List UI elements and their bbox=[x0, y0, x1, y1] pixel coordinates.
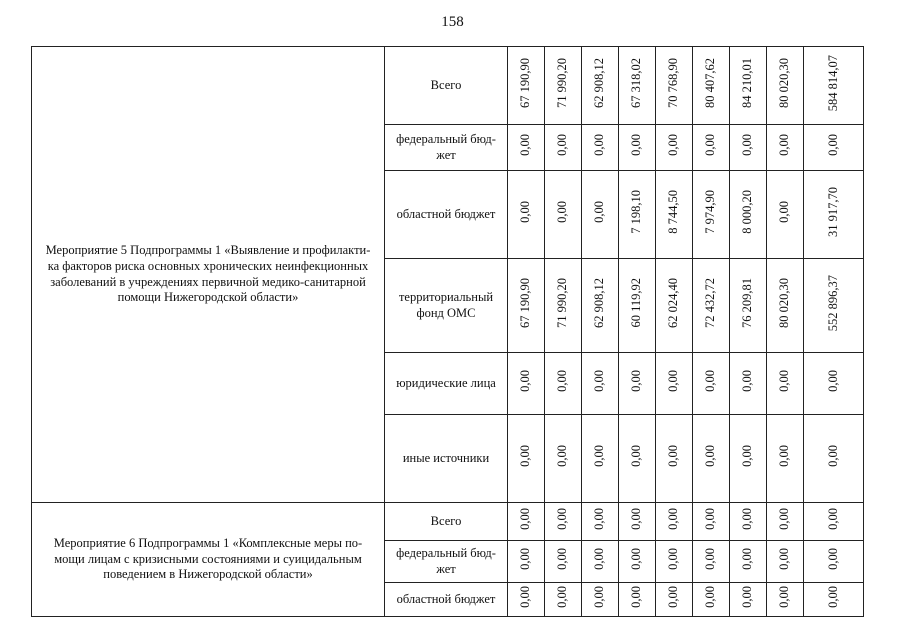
value-cell bbox=[804, 171, 864, 259]
value-text: 0,00 bbox=[666, 445, 681, 468]
funding-source: иные источники bbox=[385, 415, 508, 503]
funding-source: областной бюджет bbox=[385, 171, 508, 259]
value-cell bbox=[508, 125, 545, 171]
value-text: 0,00 bbox=[629, 508, 644, 531]
value-text: 80 020,30 bbox=[777, 58, 792, 109]
value-cell bbox=[804, 125, 864, 171]
value-cell bbox=[804, 259, 864, 353]
value-cell bbox=[804, 541, 864, 583]
value-cell bbox=[545, 541, 582, 583]
value-text: 0,00 bbox=[629, 548, 644, 571]
value-cell bbox=[804, 47, 864, 125]
value-text: 0,00 bbox=[703, 370, 718, 393]
value-text: 0,00 bbox=[555, 201, 570, 224]
value-text: 0,00 bbox=[518, 445, 533, 468]
value-cell bbox=[582, 125, 619, 171]
funding-source: федеральный бюд-жет bbox=[385, 125, 508, 171]
value-cell bbox=[693, 353, 730, 415]
value-text: 0,00 bbox=[740, 134, 755, 157]
value-cell bbox=[804, 503, 864, 541]
value-text: 0,00 bbox=[666, 548, 681, 571]
table-body bbox=[32, 47, 864, 617]
value-text: 0,00 bbox=[629, 586, 644, 609]
value-cell bbox=[508, 353, 545, 415]
value-cell bbox=[656, 353, 693, 415]
value-text: 71 990,20 bbox=[555, 58, 570, 109]
value-text: 0,00 bbox=[740, 445, 755, 468]
value-text: 0,00 bbox=[518, 508, 533, 531]
value-cell bbox=[582, 503, 619, 541]
value-cell bbox=[582, 583, 619, 617]
value-text: 0,00 bbox=[703, 586, 718, 609]
value-cell bbox=[693, 47, 730, 125]
value-cell bbox=[619, 125, 656, 171]
value-cell bbox=[619, 171, 656, 259]
value-text: 0,00 bbox=[592, 586, 607, 609]
value-cell bbox=[545, 503, 582, 541]
value-text: 8 000,20 bbox=[740, 190, 755, 235]
value-cell bbox=[730, 259, 767, 353]
value-text: 584 814,07 bbox=[825, 55, 840, 112]
value-cell bbox=[730, 125, 767, 171]
value-cell bbox=[767, 583, 804, 617]
value-text: 0,00 bbox=[518, 370, 533, 393]
funding-source: территориальный фонд ОМС bbox=[385, 259, 508, 353]
value-cell bbox=[656, 259, 693, 353]
value-cell bbox=[619, 503, 656, 541]
value-text: 0,00 bbox=[518, 134, 533, 157]
value-cell bbox=[545, 125, 582, 171]
value-text: 0,00 bbox=[555, 586, 570, 609]
value-cell bbox=[730, 583, 767, 617]
value-text: 0,00 bbox=[777, 586, 792, 609]
value-text: 0,00 bbox=[825, 370, 840, 393]
value-cell bbox=[804, 353, 864, 415]
table-row bbox=[32, 47, 864, 125]
value-cell bbox=[767, 171, 804, 259]
value-cell bbox=[582, 541, 619, 583]
value-cell bbox=[693, 259, 730, 353]
value-cell bbox=[619, 353, 656, 415]
value-cell bbox=[730, 353, 767, 415]
value-cell bbox=[804, 415, 864, 503]
value-cell bbox=[545, 259, 582, 353]
value-text: 0,00 bbox=[518, 586, 533, 609]
value-text: 0,00 bbox=[777, 445, 792, 468]
value-text: 67 190,90 bbox=[518, 58, 533, 109]
value-text: 0,00 bbox=[740, 370, 755, 393]
value-text: 0,00 bbox=[666, 586, 681, 609]
value-cell bbox=[582, 47, 619, 125]
measure-title: Мероприятие 5 Подпрограммы 1 «Выявление и профилакти-ка факторов риска основных хронических неинфекционных заболеваний в учреждениях первичной медико-санитарной помощи Нижегородской области» bbox=[32, 47, 385, 503]
value-text: 8 744,50 bbox=[666, 190, 681, 235]
value-text: 0,00 bbox=[703, 134, 718, 157]
funding-table bbox=[31, 46, 864, 617]
value-text: 0,00 bbox=[592, 370, 607, 393]
value-cell bbox=[508, 583, 545, 617]
value-text: 0,00 bbox=[592, 445, 607, 468]
value-text: 67 190,90 bbox=[518, 278, 533, 329]
value-cell bbox=[730, 541, 767, 583]
value-text: 0,00 bbox=[825, 548, 840, 571]
value-cell bbox=[693, 541, 730, 583]
value-cell bbox=[508, 415, 545, 503]
value-text: 76 209,81 bbox=[740, 278, 755, 329]
value-cell bbox=[730, 47, 767, 125]
value-text: 67 318,02 bbox=[629, 58, 644, 109]
value-text: 0,00 bbox=[555, 445, 570, 468]
value-cell bbox=[619, 415, 656, 503]
value-text: 62 908,12 bbox=[592, 58, 607, 109]
value-cell bbox=[767, 503, 804, 541]
value-text: 0,00 bbox=[629, 370, 644, 393]
value-cell bbox=[656, 171, 693, 259]
value-cell bbox=[619, 47, 656, 125]
value-text: 60 119,92 bbox=[629, 278, 644, 328]
value-text: 0,00 bbox=[666, 508, 681, 531]
value-text: 0,00 bbox=[518, 201, 533, 224]
value-cell bbox=[730, 171, 767, 259]
value-cell bbox=[508, 541, 545, 583]
value-text: 0,00 bbox=[703, 508, 718, 531]
value-text: 0,00 bbox=[777, 370, 792, 393]
value-text: 0,00 bbox=[629, 134, 644, 157]
value-text: 0,00 bbox=[740, 586, 755, 609]
value-text: 31 917,70 bbox=[825, 187, 840, 238]
value-cell bbox=[656, 47, 693, 125]
value-cell bbox=[582, 171, 619, 259]
value-text: 0,00 bbox=[740, 548, 755, 571]
value-cell bbox=[582, 415, 619, 503]
value-text: 84 210,01 bbox=[740, 58, 755, 109]
value-text: 0,00 bbox=[777, 508, 792, 531]
value-text: 72 432,72 bbox=[703, 278, 718, 329]
value-text: 0,00 bbox=[703, 548, 718, 571]
value-text: 7 198,10 bbox=[629, 190, 644, 235]
value-text: 0,00 bbox=[740, 508, 755, 531]
value-text: 552 896,37 bbox=[825, 275, 840, 332]
value-text: 80 020,30 bbox=[777, 278, 792, 329]
value-text: 0,00 bbox=[555, 134, 570, 157]
value-cell bbox=[693, 503, 730, 541]
value-cell bbox=[545, 47, 582, 125]
value-cell bbox=[582, 259, 619, 353]
value-text: 0,00 bbox=[825, 586, 840, 609]
value-text: 0,00 bbox=[666, 370, 681, 393]
value-text: 0,00 bbox=[592, 548, 607, 571]
value-cell bbox=[545, 353, 582, 415]
value-text: 0,00 bbox=[825, 134, 840, 157]
value-cell bbox=[656, 125, 693, 171]
value-text: 0,00 bbox=[518, 548, 533, 571]
value-text: 0,00 bbox=[555, 548, 570, 571]
value-text: 7 974,90 bbox=[703, 190, 718, 235]
value-text: 0,00 bbox=[592, 201, 607, 224]
value-cell bbox=[693, 583, 730, 617]
value-cell bbox=[656, 503, 693, 541]
value-text: 62 024,40 bbox=[666, 278, 681, 329]
value-cell bbox=[508, 259, 545, 353]
value-cell bbox=[508, 503, 545, 541]
value-text: 62 908,12 bbox=[592, 278, 607, 329]
measure-title: Мероприятие 6 Подпрограммы 1 «Комплексные меры по-мощи лицам с кризисными состояниями и суицидальным поведением в Нижегородской области» bbox=[32, 503, 385, 617]
funding-source: Всего bbox=[385, 503, 508, 541]
value-cell bbox=[730, 503, 767, 541]
value-cell bbox=[582, 353, 619, 415]
value-text: 0,00 bbox=[777, 201, 792, 224]
funding-source: областной бюджет bbox=[385, 583, 508, 617]
value-text: 0,00 bbox=[629, 445, 644, 468]
value-cell bbox=[767, 125, 804, 171]
value-cell bbox=[693, 171, 730, 259]
value-cell bbox=[767, 47, 804, 125]
funding-source: Всего bbox=[385, 47, 508, 125]
value-cell bbox=[730, 415, 767, 503]
value-text: 0,00 bbox=[555, 508, 570, 531]
value-cell bbox=[767, 353, 804, 415]
value-cell bbox=[767, 541, 804, 583]
value-text: 0,00 bbox=[777, 134, 792, 157]
value-cell bbox=[545, 583, 582, 617]
value-cell bbox=[693, 125, 730, 171]
value-text: 80 407,62 bbox=[703, 58, 718, 109]
value-text: 71 990,20 bbox=[555, 278, 570, 329]
value-text: 0,00 bbox=[592, 508, 607, 531]
page-number: 158 bbox=[441, 14, 464, 30]
value-text: 0,00 bbox=[825, 508, 840, 531]
value-text: 0,00 bbox=[592, 134, 607, 157]
value-cell bbox=[693, 415, 730, 503]
value-cell bbox=[767, 415, 804, 503]
value-cell bbox=[656, 583, 693, 617]
value-cell bbox=[508, 171, 545, 259]
value-text: 0,00 bbox=[777, 548, 792, 571]
table-row bbox=[32, 503, 864, 541]
value-text: 0,00 bbox=[825, 445, 840, 468]
value-cell bbox=[508, 47, 545, 125]
value-text: 0,00 bbox=[555, 370, 570, 393]
value-cell bbox=[619, 259, 656, 353]
value-text: 0,00 bbox=[703, 445, 718, 468]
value-cell bbox=[656, 541, 693, 583]
value-cell bbox=[619, 583, 656, 617]
value-cell bbox=[656, 415, 693, 503]
value-text: 70 768,90 bbox=[666, 58, 681, 109]
value-cell bbox=[619, 541, 656, 583]
funding-source: юридические лица bbox=[385, 353, 508, 415]
value-cell bbox=[545, 171, 582, 259]
value-cell bbox=[767, 259, 804, 353]
value-cell bbox=[545, 415, 582, 503]
funding-source: федеральный бюд-жет bbox=[385, 541, 508, 583]
value-cell bbox=[804, 583, 864, 617]
value-text: 0,00 bbox=[666, 134, 681, 157]
